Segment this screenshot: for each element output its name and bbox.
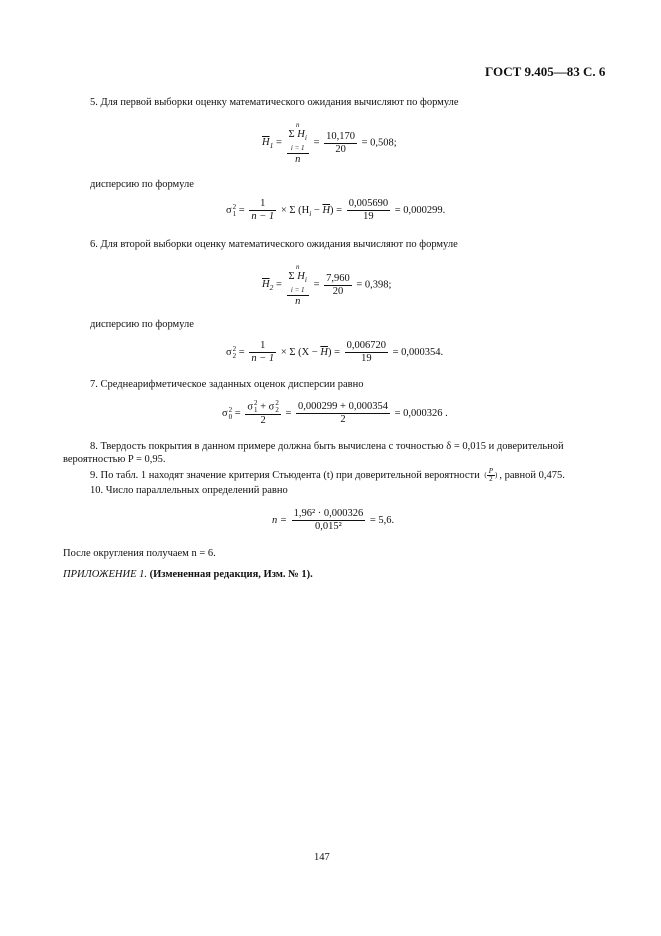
paragraph-8-line-2: вероятностью P = 0,95. xyxy=(63,454,166,465)
formula-sample-count: n = $\frac{\text{1,96² · 0,000326}}{\text{0,015²}}$ = 5,6. xyxy=(272,508,395,532)
page-number: 147 xyxy=(314,852,330,863)
formula-mean-variance: σ 2 0 = σ 2 1 + σ 2 2 2 = $\frac{0,000299 + 0,000354}{2}$ = 0,000326 . xyxy=(222,399,448,426)
formula-sum-fraction: n Σ $H_i$ i = 1 n xyxy=(288,121,307,165)
rounding-result: После округления получаем n = 6. xyxy=(63,548,216,559)
paragraph-8-line-1: 8. Твердость покрытия в данном примере должна быть вычислена с точностью δ = 0,015 и доверительной xyxy=(90,441,564,452)
formula-value-fraction: $\frac{10,170}{20}$ xyxy=(326,130,355,155)
formula-variance-1: σ 2 1 = $\frac{1}{n - 1}$ × Σ $(H_i - \overline{H})$ = $\frac{0,005690}{19}$ = 0,000299. xyxy=(226,198,446,222)
formula-mean-2: $\overline{H}_2$ = n Σ $H_i$ i = 1 n = $\frac{7,960}{20}$ = 0,398; xyxy=(262,263,392,307)
paragraph-7: 7. Среднеарифметическое заданных оценок дисперсии равно xyxy=(90,379,364,390)
dispersion-label-2: дисперсию по формуле xyxy=(90,319,194,330)
dispersion-label-1: дисперсию по формуле xyxy=(90,179,194,190)
page-header: ГОСТ 9.405—83 С. 6 xyxy=(485,64,606,79)
formula-mean-1: $\overline{H}_1$ = n Σ $H_i$ i = 1 n = $\frac{10,170}{20}$ = 0,508; xyxy=(262,121,397,165)
paragraph-6: 6. Для второй выборки оценку математического ожидания вычисляют по формуле xyxy=(90,239,458,250)
paragraph-10: 10. Число параллельных определений равно xyxy=(90,485,288,496)
formula-variance-2: σ 2 2 = $\frac{1}{n - 1}$ × Σ $(X - \overline{H})$ = $\frac{0,006720}{19}$ = 0,000354. xyxy=(226,340,444,364)
paragraph-5: 5. Для первой выборки оценку математического ожидания вычисляют по формуле xyxy=(90,97,459,108)
appendix-note: ПРИЛОЖЕНИЕ 1. (Измененная редакция, Изм. № 1). xyxy=(63,569,313,580)
formula-lhs: $\overline{H}_1$ xyxy=(262,137,274,151)
p-over-2-fraction: ( $\frac{P}{2}$ ) xyxy=(484,467,498,483)
paragraph-9: 9. По табл. 1 находят значение критерия Стьюдента (t) при доверительной вероятности ( $\frac{P}{2}$ ) , равной 0,475. xyxy=(90,467,565,483)
